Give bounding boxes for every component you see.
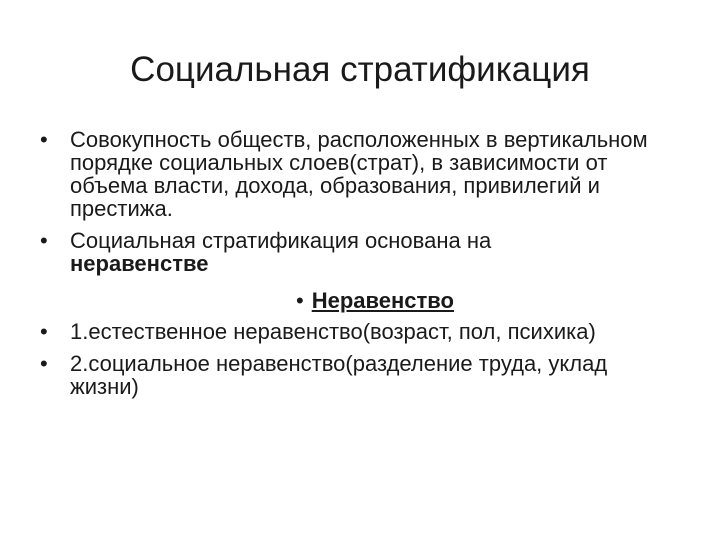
- list-item: [40, 352, 680, 398]
- bullet-icon: •: [40, 127, 48, 152]
- bullet-icon: •: [296, 288, 304, 313]
- subheading-text: Неравенство: [311, 288, 454, 313]
- subheading-item: [40, 289, 680, 312]
- list-item: [40, 229, 680, 275]
- list-item-text: 1.естественное неравенство(возраст, пол, психика): [70, 319, 596, 344]
- bullet-icon: •: [40, 319, 48, 344]
- slide-title: Социальная стратификация: [130, 50, 590, 89]
- list-item-text: Социальная стратификация основана на: [70, 228, 492, 253]
- list-item: [40, 128, 680, 220]
- list-item-text: 2.социальное неравенство(разделение труда, уклад жизни): [70, 351, 608, 399]
- list-item-bold-text: неравенстве: [70, 251, 209, 276]
- list-item: [40, 320, 680, 343]
- list-item-text: Совокупность обществ, расположенных в вертикальном порядке социальных слоев(страт), в зависимости от объема власти, дохода, образования, привилегий и престижа.: [70, 127, 648, 221]
- bullet-icon: •: [40, 351, 48, 376]
- bullet-list: [40, 128, 680, 407]
- bullet-icon: •: [40, 228, 48, 253]
